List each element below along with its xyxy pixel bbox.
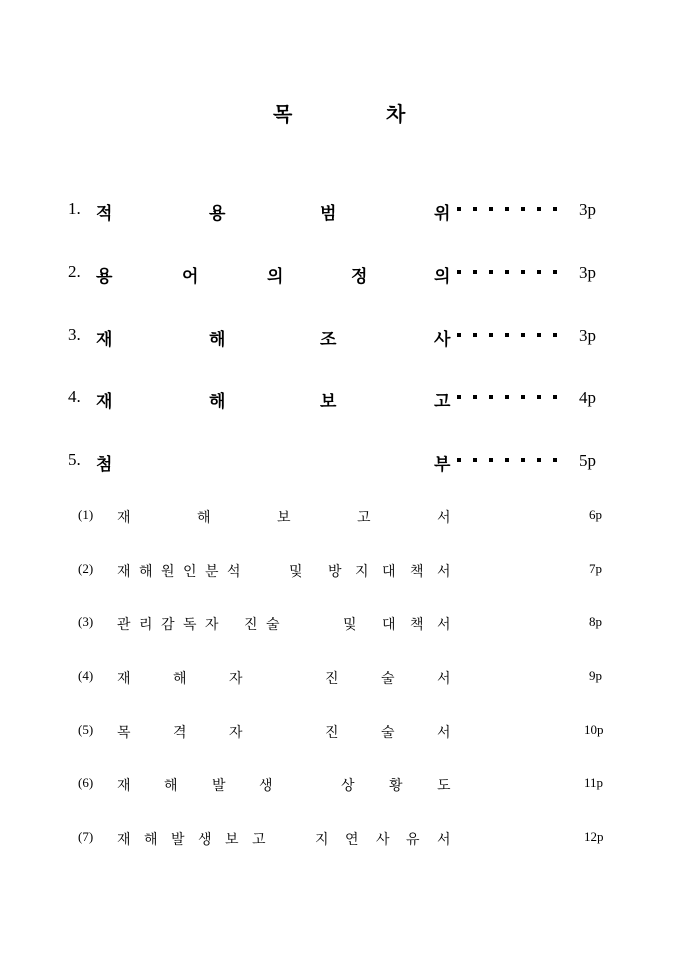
title-char: 목 (273, 102, 293, 126)
section-title-char: 의 (434, 267, 451, 287)
subsection-title-char: 지 (355, 564, 369, 580)
subsection-title-char: 생 (259, 778, 273, 794)
subsection-title-char: 연 (345, 832, 359, 848)
section-number: 5. (68, 450, 81, 469)
subsection-title-char: 자 (229, 671, 243, 687)
subsection-number: (5) (78, 722, 94, 737)
toc-section-5 (0, 450, 680, 476)
subsection-number: (3) (78, 614, 94, 629)
subsection-title-char: 재 (117, 510, 131, 526)
subsection-title-char: 책 (410, 617, 424, 633)
section-title-char: 정 (351, 267, 368, 287)
subsection-title-char: 해 (197, 510, 211, 526)
section-number: 1. (68, 199, 81, 218)
subsection-title-char: 진 (325, 671, 339, 687)
subsection-title-char: 서 (437, 510, 451, 526)
subsection-title-char: 유 (406, 832, 420, 848)
subsection-title-char: 술 (381, 725, 395, 741)
section-number: 2. (68, 262, 81, 281)
section-title-char: 해 (209, 330, 226, 350)
section-title-char: 고 (434, 392, 451, 412)
subsection-title-char: 재 (117, 671, 131, 687)
toc-subsection-7 (0, 829, 680, 851)
toc-subsection-4 (0, 668, 680, 690)
subsection-title-char: 재 (117, 564, 131, 580)
subsection-title-char: 고 (252, 832, 266, 848)
subsection-title-char: 서 (437, 832, 451, 848)
subsection-title-char: 보 (277, 510, 291, 526)
subsection-title-char: 서 (437, 725, 451, 741)
subsection-title-char: 자 (205, 617, 219, 633)
subsection-title-char: 자 (229, 725, 243, 741)
subsection-title-char: 및 (289, 564, 303, 580)
subsection-title-char: 대 (382, 617, 396, 633)
page-title (0, 98, 680, 128)
subsection-title-char: 생 (198, 832, 212, 848)
subsection-title-char: 술 (381, 671, 395, 687)
subsection-title-char: 서 (437, 564, 451, 580)
subsection-title-char: 발 (212, 778, 226, 794)
subsection-page-number: 8p (589, 614, 602, 629)
subsection-title-char: 관 (117, 617, 131, 633)
subsection-title-char: 서 (437, 671, 451, 687)
subsection-number: (4) (78, 668, 94, 683)
subsection-title-char: 분 (205, 564, 219, 580)
subsection-title-char: 재 (117, 832, 131, 848)
section-title-char: 위 (434, 204, 451, 224)
dot-leader (457, 207, 557, 215)
subsection-title-char: 진 (325, 725, 339, 741)
section-title-char: 첨 (96, 455, 113, 475)
section-title-char: 의 (267, 267, 284, 287)
subsection-title-char: 방 (328, 564, 342, 580)
subsection-number: (1) (78, 507, 94, 522)
subsection-page-number: 12p (584, 829, 604, 844)
toc-section-2 (0, 262, 680, 288)
section-number: 3. (68, 325, 81, 344)
section-title-char: 사 (434, 330, 451, 350)
subsection-title-char: 독 (183, 617, 197, 633)
section-title-char: 보 (320, 392, 337, 412)
toc-subsection-2 (0, 561, 680, 583)
section-title-char: 어 (182, 267, 199, 287)
subsection-title-char: 해 (164, 778, 178, 794)
subsection-title-char: 상 (341, 778, 355, 794)
dot-leader (457, 395, 557, 403)
title-char: 차 (386, 102, 406, 126)
subsection-title-char: 도 (437, 778, 451, 794)
section-page-number: 3p (579, 326, 596, 345)
section-page-number: 3p (579, 263, 596, 282)
subsection-title-char: 진 (244, 617, 258, 633)
section-title-char: 용 (96, 267, 113, 287)
subsection-page-number: 6p (589, 507, 602, 522)
section-page-number: 5p (579, 451, 596, 470)
subsection-title-char: 책 (410, 564, 424, 580)
subsection-title-char: 고 (357, 510, 371, 526)
subsection-title-char: 지 (315, 832, 329, 848)
subsection-title-char: 재 (117, 778, 131, 794)
section-title-char: 해 (209, 392, 226, 412)
subsection-title-char: 석 (227, 564, 241, 580)
subsection-title-char: 리 (139, 617, 153, 633)
toc-subsection-1 (0, 507, 680, 529)
subsection-title-char: 해 (173, 671, 187, 687)
subsection-title-char: 해 (144, 832, 158, 848)
subsection-page-number: 10p (584, 722, 604, 737)
section-title-char: 용 (209, 204, 226, 224)
subsection-page-number: 11p (584, 775, 604, 790)
subsection-title-char: 원 (161, 564, 175, 580)
toc-subsection-3 (0, 614, 680, 636)
toc-subsection-5 (0, 722, 680, 744)
subsection-page-number: 9p (589, 668, 602, 683)
toc-section-3 (0, 325, 680, 351)
dot-leader (457, 270, 557, 278)
section-title-char: 적 (96, 204, 113, 224)
section-title-char: 재 (96, 330, 113, 350)
subsection-number: (7) (78, 829, 94, 844)
section-page-number: 4p (579, 388, 596, 407)
dot-leader (457, 333, 557, 341)
subsection-title-char: 대 (382, 564, 396, 580)
toc-section-1 (0, 199, 680, 225)
section-page-number: 3p (579, 200, 596, 219)
subsection-title-char: 및 (343, 617, 357, 633)
subsection-title-char: 서 (437, 617, 451, 633)
subsection-number: (6) (78, 775, 94, 790)
subsection-number: (2) (78, 561, 94, 576)
toc-section-4 (0, 387, 680, 413)
section-title-char: 조 (320, 330, 337, 350)
subsection-title-char: 감 (161, 617, 175, 633)
subsection-title-char: 사 (376, 832, 390, 848)
subsection-title-char: 목 (117, 725, 131, 741)
subsection-title-char: 술 (266, 617, 280, 633)
toc-subsection-6 (0, 775, 680, 797)
section-number: 4. (68, 387, 81, 406)
subsection-title-char: 보 (225, 832, 239, 848)
section-title-char: 범 (320, 204, 337, 224)
subsection-title-char: 격 (173, 725, 187, 741)
subsection-title-char: 발 (171, 832, 185, 848)
dot-leader (457, 458, 557, 466)
subsection-title-char: 해 (139, 564, 153, 580)
section-title-char: 부 (434, 455, 451, 475)
section-title-char: 재 (96, 392, 113, 412)
subsection-title-char: 황 (389, 778, 403, 794)
subsection-page-number: 7p (589, 561, 602, 576)
subsection-title-char: 인 (183, 564, 197, 580)
